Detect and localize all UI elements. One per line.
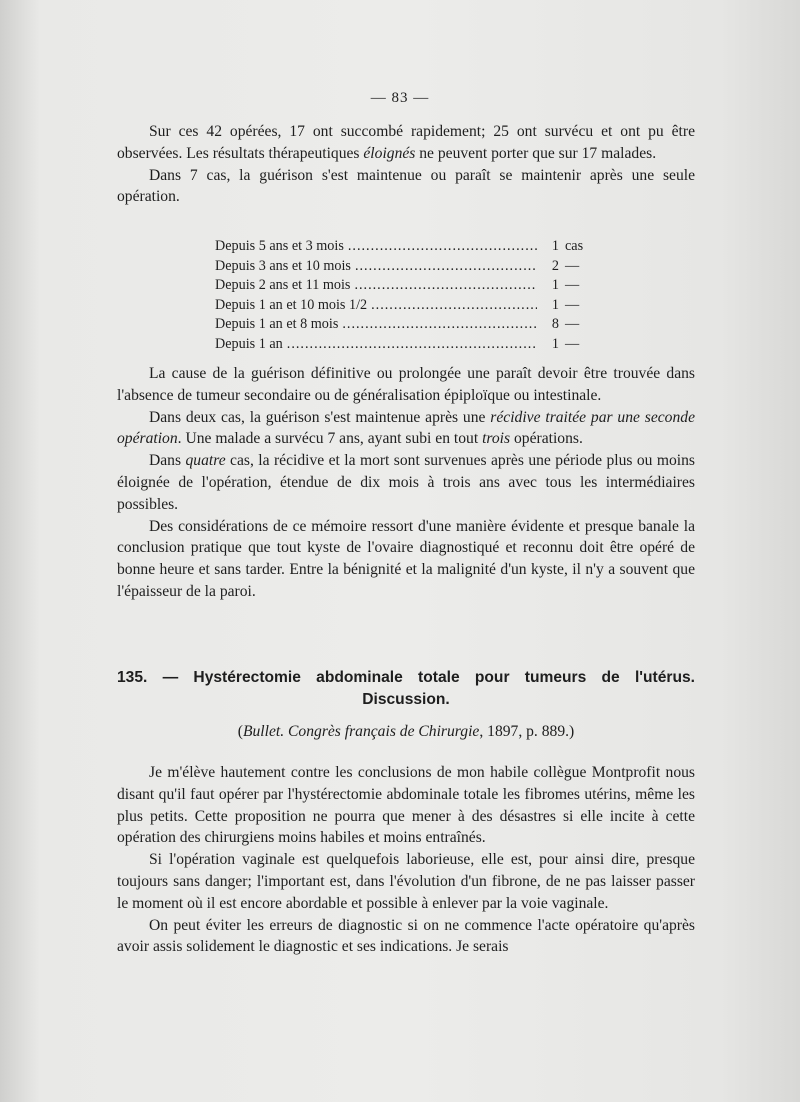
paragraph-text: ne peuvent porter que sur 17 malades. (415, 144, 657, 162)
duration-count: 2 (551, 257, 559, 274)
duration-count: 1 (551, 335, 559, 352)
emphasis-text: éloignés (363, 144, 416, 162)
citation-text: , 1897, p. 889.) (479, 723, 575, 740)
discussion-section (117, 762, 695, 958)
section-title-line: Discussion. (362, 691, 450, 708)
duration-unit: — (565, 277, 580, 294)
duration-unit: — (565, 257, 580, 274)
paragraph-text: Dans deux cas, la guérison s'est maintenue après une (149, 408, 491, 426)
duration-row (215, 276, 595, 296)
duration-row (215, 315, 595, 335)
duration-count: 1 (551, 238, 559, 254)
paragraph-text: Dans (149, 452, 186, 470)
duration-label: Depuis 3 ans et 10 mois (215, 257, 351, 274)
citation (117, 721, 695, 743)
intro-section (117, 121, 695, 208)
paragraph-diagnosis: On peut éviter les erreurs de diagnostic si on ne commence l'acte opératoire qu'après avoir assis solidement le diagnostic et ses indications. Je serais (117, 916, 695, 956)
paragraph-text: . Une malade a survécu 7 ans, ayant subi en tout (177, 430, 483, 448)
paragraph-considerations: Des considérations de ce mémoire ressort d'une manière évidente et presque banale la conclusion pratique que tout kyste de l'ovaire diagnostiqué et reconnu doit être opéré de bonne heure et sans tarder. Entre la bénignité et la malignité d'un kyste, il n'y a souvent que l'épaisseur de la paroi. (117, 517, 695, 600)
leader-dots (287, 335, 537, 355)
paragraph-cause: La cause de la guérison définitive ou prolongée une paraît devoir être trouvée dans l'absence de tumeur secondaire ou de généralisation épiploïque ou intestinale. (117, 365, 695, 404)
duration-label: Depuis 5 ans et 3 mois (215, 238, 344, 254)
duration-row (215, 296, 595, 316)
leader-dots (354, 276, 537, 296)
duration-count: 8 (551, 316, 559, 333)
paragraph-vaginal: Si l'opération vaginale est quelquefois laborieuse, elle est, pour ainsi dire, presque toujours sans danger; l'important est, dans l'évolution d'un fibrone, de ne pas laisser passer le moment où il est encore abordable et possible à enlever par la voie vaginale. (117, 851, 695, 912)
paragraph-text: cas, la récidive et la mort sont survenues après une période plus ou moins éloignée de l'opération, étendue de dix mois à trois ans avec tous les intermédiaires possibles. (117, 452, 696, 513)
section-title-line: 135. — Hystérectomie abdominale totale pour tumeurs de l'utérus. (117, 669, 695, 686)
page-number: — 83 — (370, 90, 430, 106)
duration-label: Depuis 2 ans et 11 mois (215, 277, 351, 294)
duration-count: 1 (551, 277, 559, 294)
paragraph-seven-cases: Dans 7 cas, la guérison s'est maintenue ou paraît se maintenir après une seule opération. (117, 166, 695, 206)
leader-dots (371, 296, 537, 316)
leader-dots (342, 315, 537, 335)
leader-dots (355, 257, 537, 277)
duration-list (215, 237, 595, 355)
duration-label: Depuis 1 an et 8 mois (215, 316, 339, 333)
duration-row (215, 237, 595, 257)
paragraph-text: Sur ces 42 opérées, 17 ont succombé rapidement; 25 ont survécu et ont pu être observées. Les résultats thérapeutiques (117, 123, 695, 162)
emphasis-text: trois (482, 430, 511, 448)
paragraph-text: opérations. (510, 430, 583, 448)
paragraph-survivors (117, 121, 695, 165)
duration-row (215, 335, 595, 355)
paragraph-two-cases (117, 407, 695, 451)
duration-row (215, 257, 595, 277)
duration-unit: — (565, 296, 580, 313)
duration-count: 1 (551, 296, 559, 313)
emphasis-text: récidive traitée par une seconde opération (117, 408, 695, 448)
paragraph-objection: Je m'élève hautement contre les conclusions de mon habile collègue Montprofit nous disant qu'il faut opérer par l'hystérectomie abdominale totale les fibromes utérins, même les plus petits. Cette proposition ne pourra que mener à des désastres si elle incite à cette opération des chirurgiens moins habiles et moins entraînés. (117, 764, 695, 847)
citation-source: Bullet. Congrès français de Chirurgie (242, 723, 480, 740)
emphasis-text: quatre (185, 452, 226, 470)
conclusion-section (117, 363, 695, 603)
duration-unit: — (565, 335, 580, 352)
leader-dots (348, 237, 537, 257)
duration-unit: cas (565, 238, 584, 254)
section-heading (117, 667, 695, 711)
paragraph-four-cases (117, 450, 695, 515)
duration-unit: — (565, 316, 580, 333)
citation-text: ( (237, 723, 243, 740)
duration-label: Depuis 1 an et 10 mois 1/2 (215, 296, 368, 313)
duration-label: Depuis 1 an (215, 335, 283, 352)
